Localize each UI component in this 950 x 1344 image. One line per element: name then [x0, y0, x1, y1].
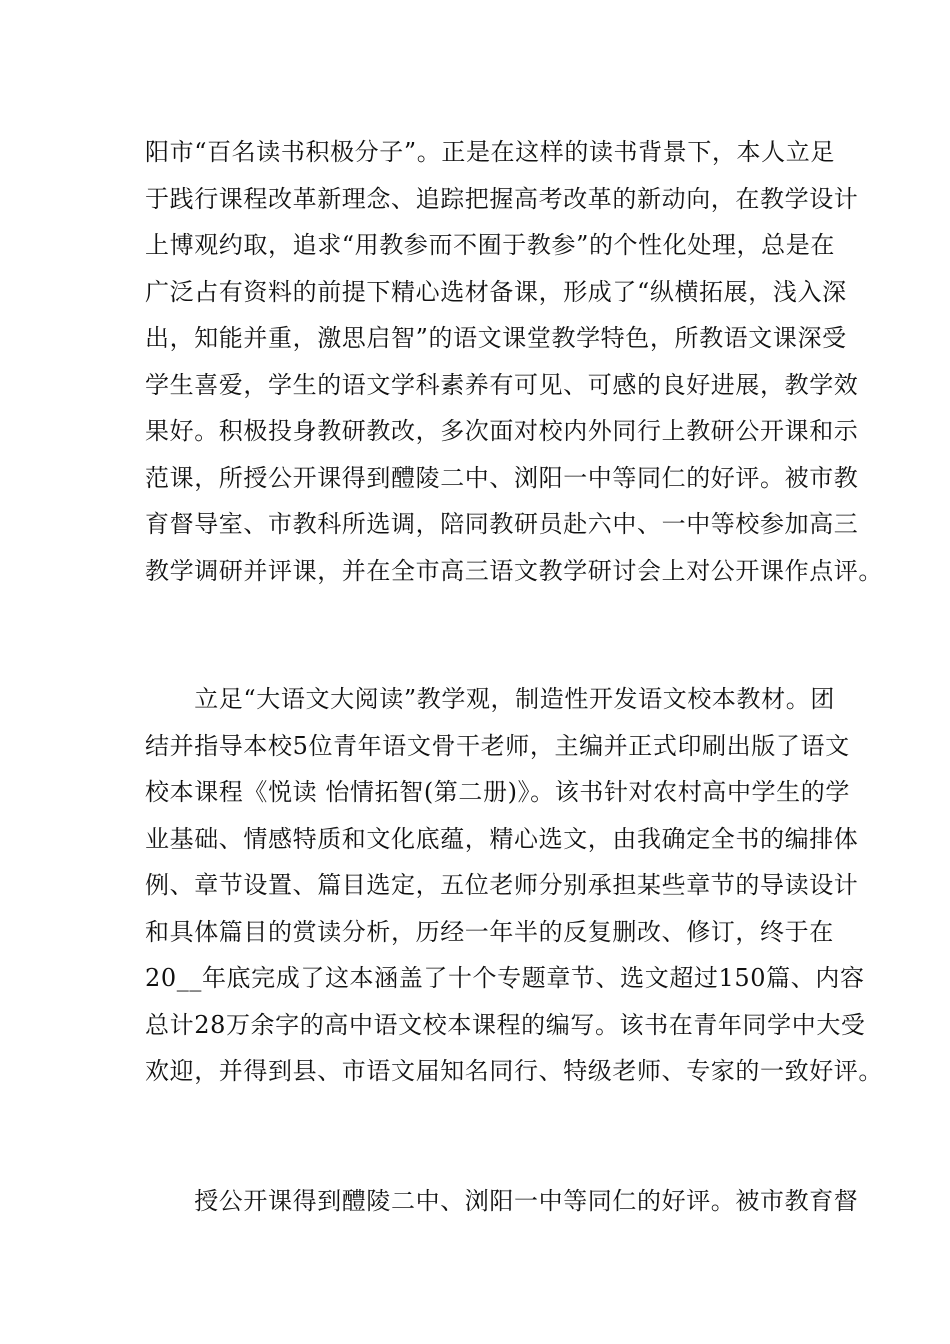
text-line: 和具体篇目的赏读分析，历经一年半的反复删改、修订，终于在	[145, 917, 834, 946]
text-line: 总计28万余字的高中语文校本课程的编写。该书在青年同学中大受	[145, 1010, 866, 1039]
text-line: 校本课程《悦读 怡情拓智(第二册)》。该书针对农村高中学生的学	[145, 778, 850, 806]
text-line: 结并指导本校5位青年语文骨干老师，主编并正式印刷出版了语文	[145, 731, 850, 760]
text-line: 阳市“百名读书积极分子”。正是在这样的读书背景下，本人立足	[145, 138, 835, 166]
text-line: 广泛占有资料的前提下精心选材备课，形成了“纵横拓展，浅入深	[145, 277, 847, 306]
paragraph-3	[145, 1178, 859, 1225]
text-line: 上博观约取，追求“用教参而不囿于教参”的个性化处理，总是在	[145, 231, 835, 259]
text-line: 20__年底完成了这本涵盖了十个专题章节、选文超过150篇、内容	[145, 964, 865, 992]
text-line: 立足“大语文大阅读”教学观，制造性开发语文校本教材。团	[145, 685, 835, 713]
text-line: 业基础、情感特质和文化底蕴，精心选文，由我确定全书的编排体	[145, 824, 859, 853]
text-line: 授公开课得到醴陵二中、浏阳一中等同仁的好评。被市教育督	[145, 1187, 859, 1215]
text-line: 学生喜爱，学生的语文学科素养有可见、可感的良好进展，教学效	[145, 370, 859, 399]
text-line: 于践行课程改革新理念、追踪把握高考改革的新动向，在教学设计	[145, 184, 859, 213]
text-line: 例、章节设置、篇目选定，五位老师分别承担某些章节的导读设计	[145, 871, 859, 899]
text-line: 果好。积极投身教研教改，多次面对校内外同行上教研公开课和示	[145, 417, 859, 445]
text-line: 欢迎，并得到县、市语文届知名同行、特级老师、专家的一致好评。	[145, 1057, 883, 1085]
paragraph-2	[145, 676, 883, 1095]
text-line: 出，知能并重，激思启智”的语文课堂教学特色，所教语文课深受	[145, 324, 847, 352]
text-line: 教学调研并评课，并在全市高三语文教学研讨会上对公开课作点评。	[145, 556, 883, 585]
text-line: 范课，所授公开课得到醴陵二中、浏阳一中等同仁的好评。被市教	[145, 463, 859, 492]
paragraph-1	[145, 129, 883, 594]
text-line: 育督导室、市教科所选调，陪同教研员赴六中、一中等校参加高三	[145, 510, 859, 538]
